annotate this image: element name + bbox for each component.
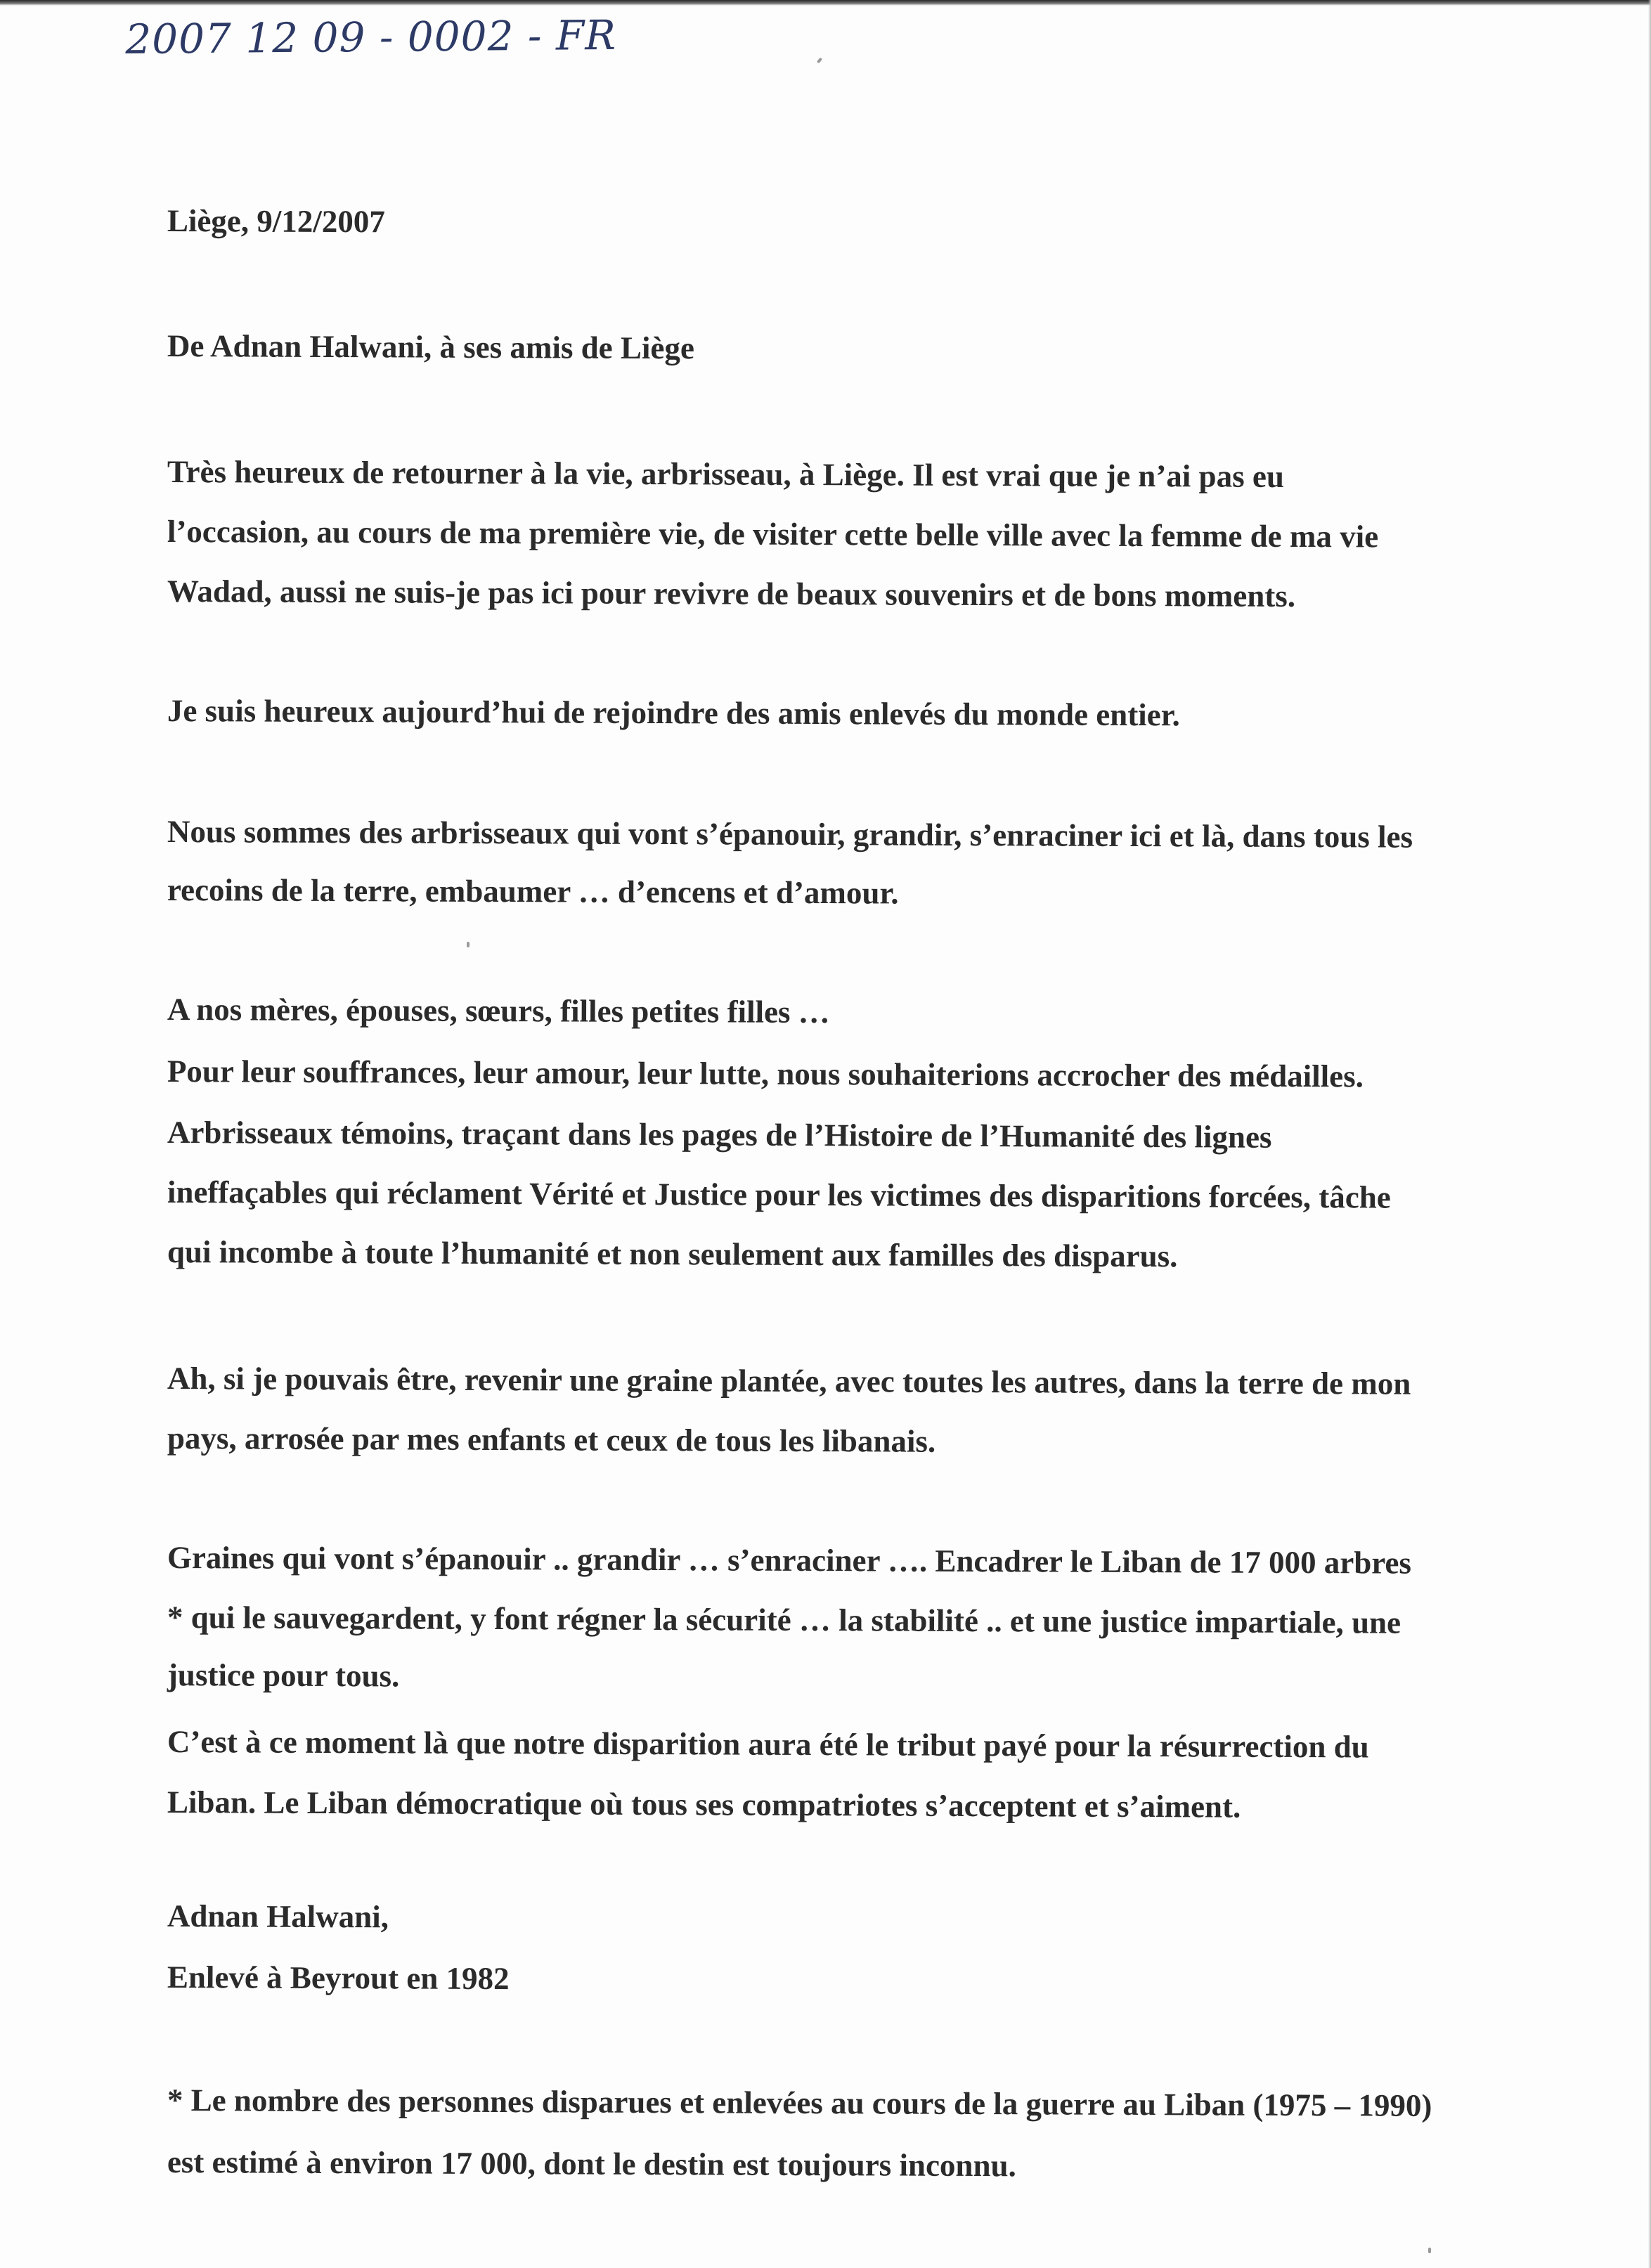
scan-speck <box>467 942 470 947</box>
paragraph-6-line-1: Graines qui vont s’épanouir .. grandir … s’enraciner …. Encadrer le Liban de 17 000 arbres <box>167 1540 1412 1581</box>
paragraph-4-line-4: ineffaçables qui réclament Vérité et Justice pour les victimes des disparitions forcées, tâche <box>167 1174 1391 1215</box>
paragraph-5-line-2: pays, arrosée par mes enfants et ceux de tous les libanais. <box>167 1420 936 1459</box>
paragraph-6-line-2: * qui le sauvegardent, y font régner la sécurité … la stabilité .. et une justice impartiale, une <box>167 1600 1401 1640</box>
paragraph-4-line-5: qui incombe à toute l’humanité et non seulement aux familles des disparus. <box>167 1234 1178 1274</box>
footnote-line-2: est estimé à environ 17 000, dont le destin est toujours inconnu. <box>167 2144 1016 2184</box>
paragraph-3-line-2: recoins de la terre, embaumer … d’encens et d’amour. <box>167 872 899 911</box>
footnote-line-1: * Le nombre des personnes disparues et enlevées au cours de la guerre au Liban (1975 – 1990) <box>167 2082 1432 2123</box>
paragraph-4-line-1: A nos mères, épouses, sœurs, filles petites filles … <box>167 992 830 1030</box>
paragraph-1-line-2: l’occasion, au cours de ma première vie, de visiter cette belle ville avec la femme de ma vie <box>167 514 1379 555</box>
scan-top-edge <box>0 0 1651 6</box>
paragraph-1-line-1: Très heureux de retourner à la vie, arbrisseau, à Liège. Il est vrai que je n’ai pas eu <box>167 454 1285 494</box>
paragraph-2-line-1: Je suis heureux aujourd’hui de rejoindre des amis enlevés du monde entier. <box>167 693 1180 733</box>
paragraph-6-line-5: Liban. Le Liban démocratique où tous ses compatriotes s’acceptent et s’aiment. <box>167 1784 1241 1825</box>
paragraph-3-line-1: Nous sommes des arbrisseaux qui vont s’épanouir, grandir, s’enraciner ici et là, dans tous les <box>167 814 1413 855</box>
paragraph-4-line-2: Pour leur souffrances, leur amour, leur lutte, nous souhaiterions accrocher des médailles. <box>167 1054 1364 1094</box>
paragraph-1-line-3: Wadad, aussi ne suis-je pas ici pour revivre de beaux souvenirs et de bons moments. <box>167 574 1296 614</box>
paragraph-5-line-1: Ah, si je pouvais être, revenir une graine plantée, avec toutes les autres, dans la terre de mon <box>167 1361 1411 1401</box>
addressee-line: De Adnan Halwani, à ses amis de Liège <box>167 328 695 366</box>
scan-speck <box>817 58 822 64</box>
place-date: Liège, 9/12/2007 <box>167 203 385 240</box>
handwritten-reference: 2007 12 09 - 0002 - FR <box>125 11 617 63</box>
paragraph-6-line-3: justice pour tous. <box>167 1657 400 1694</box>
paragraph-6-line-4: C’est à ce moment là que notre disparition aura été le tribut payé pour la résurrection du <box>167 1724 1369 1765</box>
signature-note: Enlevé à Beyrout en 1982 <box>167 1959 510 1997</box>
signature-name: Adnan Halwani, <box>167 1898 389 1935</box>
scan-right-edge <box>1648 0 1651 2268</box>
paragraph-4-line-3: Arbrisseaux témoins, traçant dans les pages de l’Histoire de l’Humanité des lignes <box>167 1115 1272 1155</box>
scan-speck <box>1428 2248 1431 2253</box>
